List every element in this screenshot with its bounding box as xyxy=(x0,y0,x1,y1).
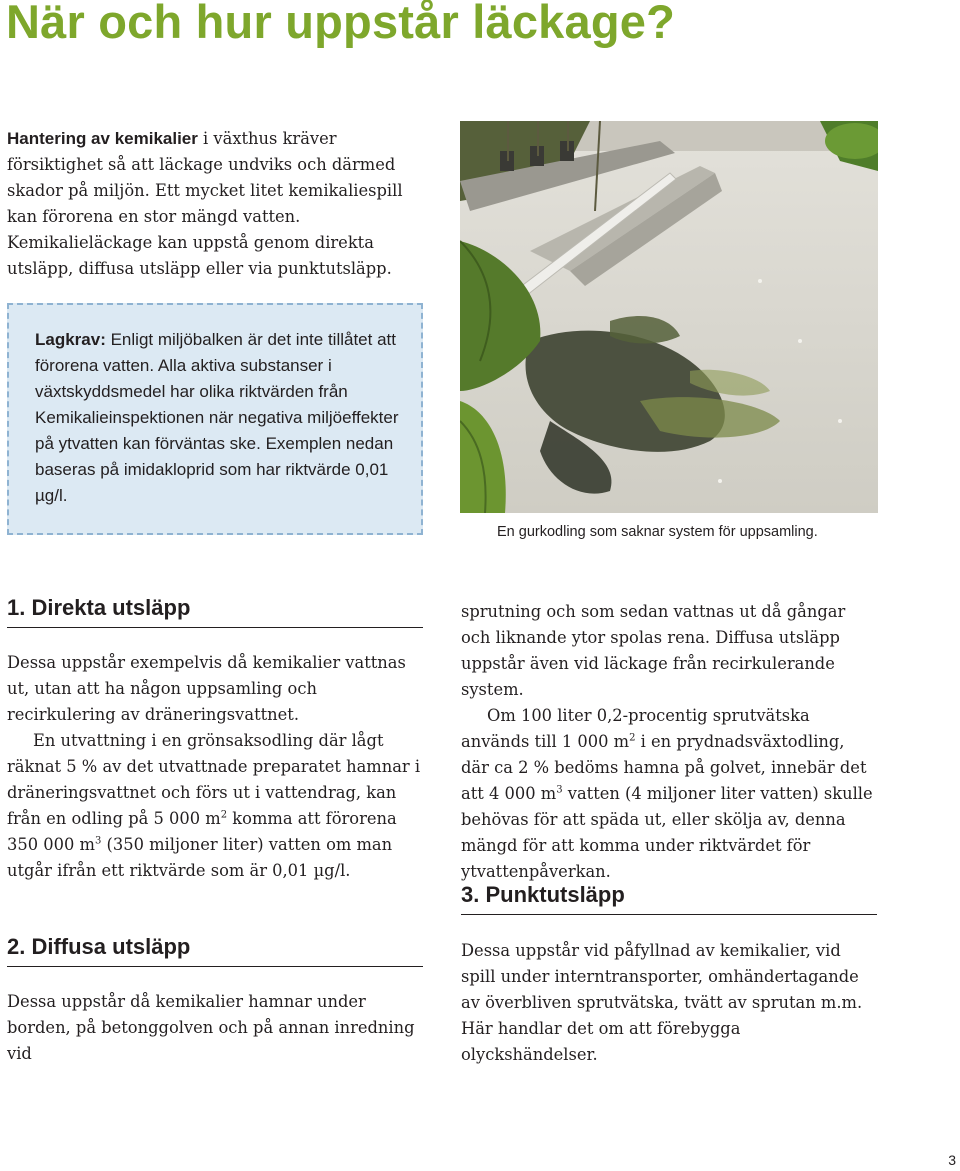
section3-heading: 3. Punktutsläpp xyxy=(461,882,625,907)
intro-paragraph xyxy=(7,126,427,282)
section2-p2-c: vatten (4 miljoner liter vatten) skulle behövas för att späda ut, eller skölja av, denna mängd för att komma under riktvärdet för ytvattenpåverkan. xyxy=(461,784,873,881)
section1-body xyxy=(7,650,423,884)
section3-body xyxy=(461,938,877,1068)
lagkrav-label: Lagkrav: xyxy=(35,330,106,349)
section2-p2-sup1: 2 xyxy=(629,732,636,744)
lagkrav-text: Enligt miljöbalken är det inte tillåtet att förorena vatten. Alla aktiva substanser i växtskyddsmedel har olika riktvärden från Kemikalieinspektionen när negativa miljöeffekter på ytvatten kan förväntas ske. Exemplen nedan baseras på imidakloprid som har riktvärde 0,01 µg/l. xyxy=(35,330,399,505)
section1-p2-sup2: 3 xyxy=(94,835,102,847)
section2-body-col1 xyxy=(7,989,423,1067)
lagkrav-text-block xyxy=(35,327,405,509)
section2-rule xyxy=(7,966,423,967)
intro-text: i växthus kräver försiktighet så att läckage undviks och därmed skador på miljön. Ett mycket litet kemikaliespill kan förorena en stor mängd vatten. Kemikalieläckage kan uppstå genom direkta utsläpp, diffusa utsläpp eller via punktutsläpp. xyxy=(7,129,403,278)
section3-rule xyxy=(461,914,877,915)
section1-p2-c: (350 miljoner liter) vatten om man utgår ifrån ett riktvärde som är 0,01 µg/l. xyxy=(7,835,393,880)
section2-p2-sup2: 3 xyxy=(556,784,563,796)
section1-paragraph-1: Dessa uppstår exempelvis då kemikalier vattnas ut, utan att ha någon uppsamling och recirkulering av dräneringsvattnet. xyxy=(7,653,406,724)
section1-rule xyxy=(7,627,423,628)
page-number: 3 xyxy=(948,1152,956,1168)
page-title: När och hur uppstår läckage? xyxy=(6,0,675,48)
section1-paragraph-2 xyxy=(7,728,423,884)
section2-paragraph-1: Dessa uppstår då kemikalier hamnar under borden, på betonggolven och på annan inredning vid xyxy=(7,992,415,1063)
section1-heading: 1. Direkta utsläpp xyxy=(7,595,191,620)
section2-paragraph-1-cont: sprutning och som sedan vattnas ut då gångar och liknande ytor spolas rena. Diffusa utsläpp uppstår även vid läckage från recirkulerande system. xyxy=(461,602,846,699)
intro-bold-lead: Hantering av kemikalier xyxy=(7,129,198,148)
section2-paragraph-2 xyxy=(461,703,877,885)
section1-p2-b: komma att förorena 350 000 m xyxy=(7,809,397,854)
section2-heading: 2. Diffusa utsläpp xyxy=(7,934,191,959)
section2-body-col2 xyxy=(461,599,877,885)
photo-caption: En gurkodling som saknar system för uppsamling. xyxy=(497,524,818,540)
lagkrav-box xyxy=(7,303,423,535)
section2-p2-a: Om 100 liter 0,2-procentig sprutvätska används till 1 000 m xyxy=(461,706,810,751)
greenhouse-photo xyxy=(460,121,878,513)
section1-p2-a: En utvattning i en grönsaksodling där lågt räknat 5 % av det utvattnade preparatet hamnar i dräneringsvattnet och förs ut i vattendrag, kan från en odling på 5 000 m xyxy=(7,731,421,828)
section1-p2-sup1: 2 xyxy=(220,809,228,821)
section2-p2-b: i en prydnadsväxtodling, där ca 2 % bedöms hamna på golvet, innebär det att 4 000 m xyxy=(461,732,867,803)
section3-paragraph-1: Dessa uppstår vid påfyllnad av kemikalier, vid spill under interntransporter, omhändertagande av överbliven sprutvätska, tvätt av sprutan m.m. Här handlar det om att förebygga olyckshändelser. xyxy=(461,941,863,1064)
